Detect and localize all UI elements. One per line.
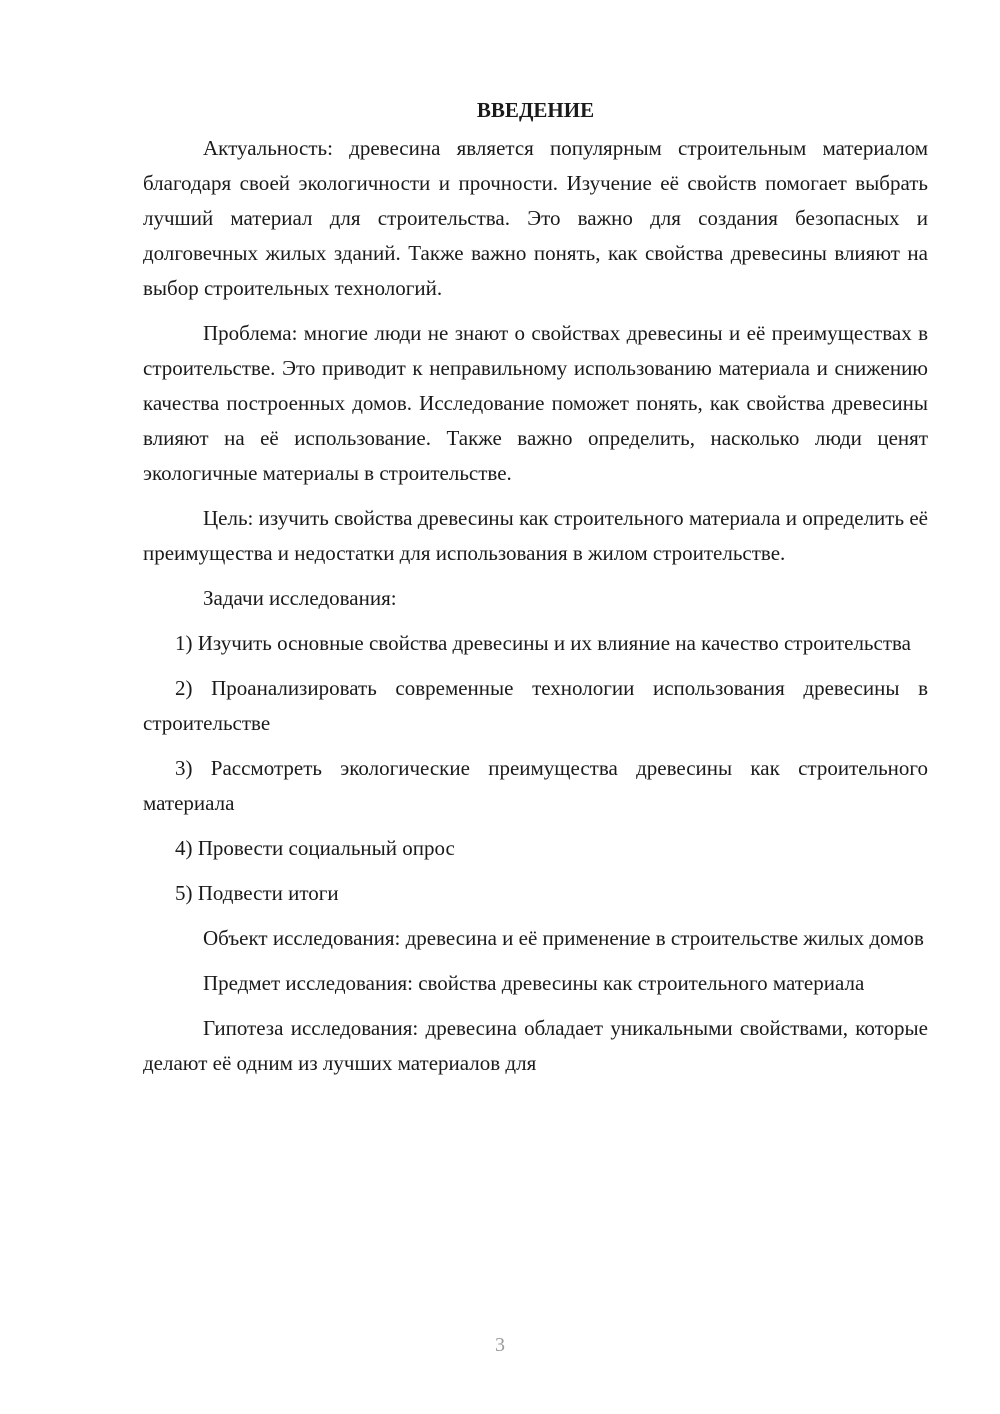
task-item-3: 3) Рассмотреть экологические преимущества древесины как строительного материала <box>143 756 928 815</box>
relevance-paragraph: Актуальность: древесина является популярным строительным материалом благодаря своей экологичности и прочности. Изучение её свойств помогает выбрать лучший материал для строительства. Это важно для создания безопасных и долговечных жилых зданий. Также важно понять, как свойства древесины влияют на выбор строительных технологий. <box>143 136 928 300</box>
page-number: 3 <box>495 1334 505 1356</box>
task-item-1: 1) Изучить основные свойства древесины и их влияние на качество строительства <box>175 631 911 655</box>
hypothesis-paragraph: Гипотеза исследования: древесина обладает уникальными свойствами, которые делают её одним из лучших материалов для <box>143 1016 928 1075</box>
section-heading: ВВЕДЕНИЕ <box>476 98 595 122</box>
tasks-title: Задачи исследования: <box>203 586 397 610</box>
task-item-5: 5) Подвести итоги <box>175 881 339 905</box>
task-item-4: 4) Провести социальный опрос <box>175 836 455 860</box>
problem-paragraph: Проблема: многие люди не знают о свойствах древесины и её преимуществах в строительстве. Это приводит к неправильному использованию материала и снижению качества построенных домов. Исследование поможет понять, как свойства древесины влияют на её использование. Также важно определить, насколько люди ценят экологичные материалы в строительстве. <box>143 321 928 485</box>
subject-paragraph: Предмет исследования: свойства древесины как строительного материала <box>203 971 865 995</box>
document-page <box>143 92 928 1091</box>
goal-paragraph: Цель: изучить свойства древесины как строительного материала и определить её преимущества и недостатки для использования в жилом строительстве. <box>143 506 928 565</box>
object-paragraph: Объект исследования: древесина и её применение в строительстве жилых домов <box>203 926 924 950</box>
task-item-2: 2) Проанализировать современные технологии использования древесины в строительстве <box>143 676 928 735</box>
